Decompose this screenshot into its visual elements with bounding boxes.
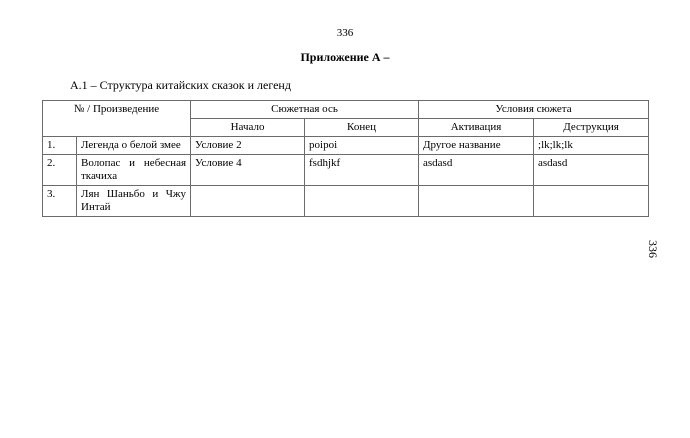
row-start: Условие 2 bbox=[191, 137, 305, 155]
header-num-work: № / Произведение bbox=[43, 101, 191, 137]
row-destruction: asdasd bbox=[534, 155, 649, 186]
header-plot-axis: Сюжетная ось bbox=[191, 101, 419, 119]
row-end: poipoi bbox=[305, 137, 419, 155]
row-title: Лян Шаньбо и Чжу Интай bbox=[77, 186, 191, 217]
page-number: 336 bbox=[336, 27, 354, 39]
table-row bbox=[43, 155, 649, 186]
table-header-row bbox=[43, 101, 649, 119]
appendix-title: Приложение А – bbox=[300, 50, 390, 64]
row-destruction: ;lk;lk;lk bbox=[534, 137, 649, 155]
row-title: Легенда о белой змее bbox=[77, 137, 191, 155]
row-number: 3. bbox=[43, 186, 77, 217]
row-title: Волопас и небесная ткачиха bbox=[77, 155, 191, 186]
side-page-number: 336 bbox=[646, 240, 660, 258]
row-activation bbox=[419, 186, 534, 217]
header-destruction: Деструкция bbox=[534, 119, 649, 137]
header-start: Начало bbox=[191, 119, 305, 137]
table-row bbox=[43, 186, 649, 217]
row-start: Условие 4 bbox=[191, 155, 305, 186]
row-destruction bbox=[534, 186, 649, 217]
row-start bbox=[191, 186, 305, 217]
table-caption: А.1 – Структура китайских сказок и легенд bbox=[70, 78, 291, 92]
row-activation: asdasd bbox=[419, 155, 534, 186]
row-end: fsdhjkf bbox=[305, 155, 419, 186]
row-number: 1. bbox=[43, 137, 77, 155]
header-plot-conditions: Условия сюжета bbox=[419, 101, 649, 119]
story-structure-table bbox=[42, 100, 649, 217]
header-activation: Активация bbox=[419, 119, 534, 137]
row-activation: Другое название bbox=[419, 137, 534, 155]
table-row bbox=[43, 137, 649, 155]
header-end: Конец bbox=[305, 119, 419, 137]
row-number: 2. bbox=[43, 155, 77, 186]
row-end bbox=[305, 186, 419, 217]
